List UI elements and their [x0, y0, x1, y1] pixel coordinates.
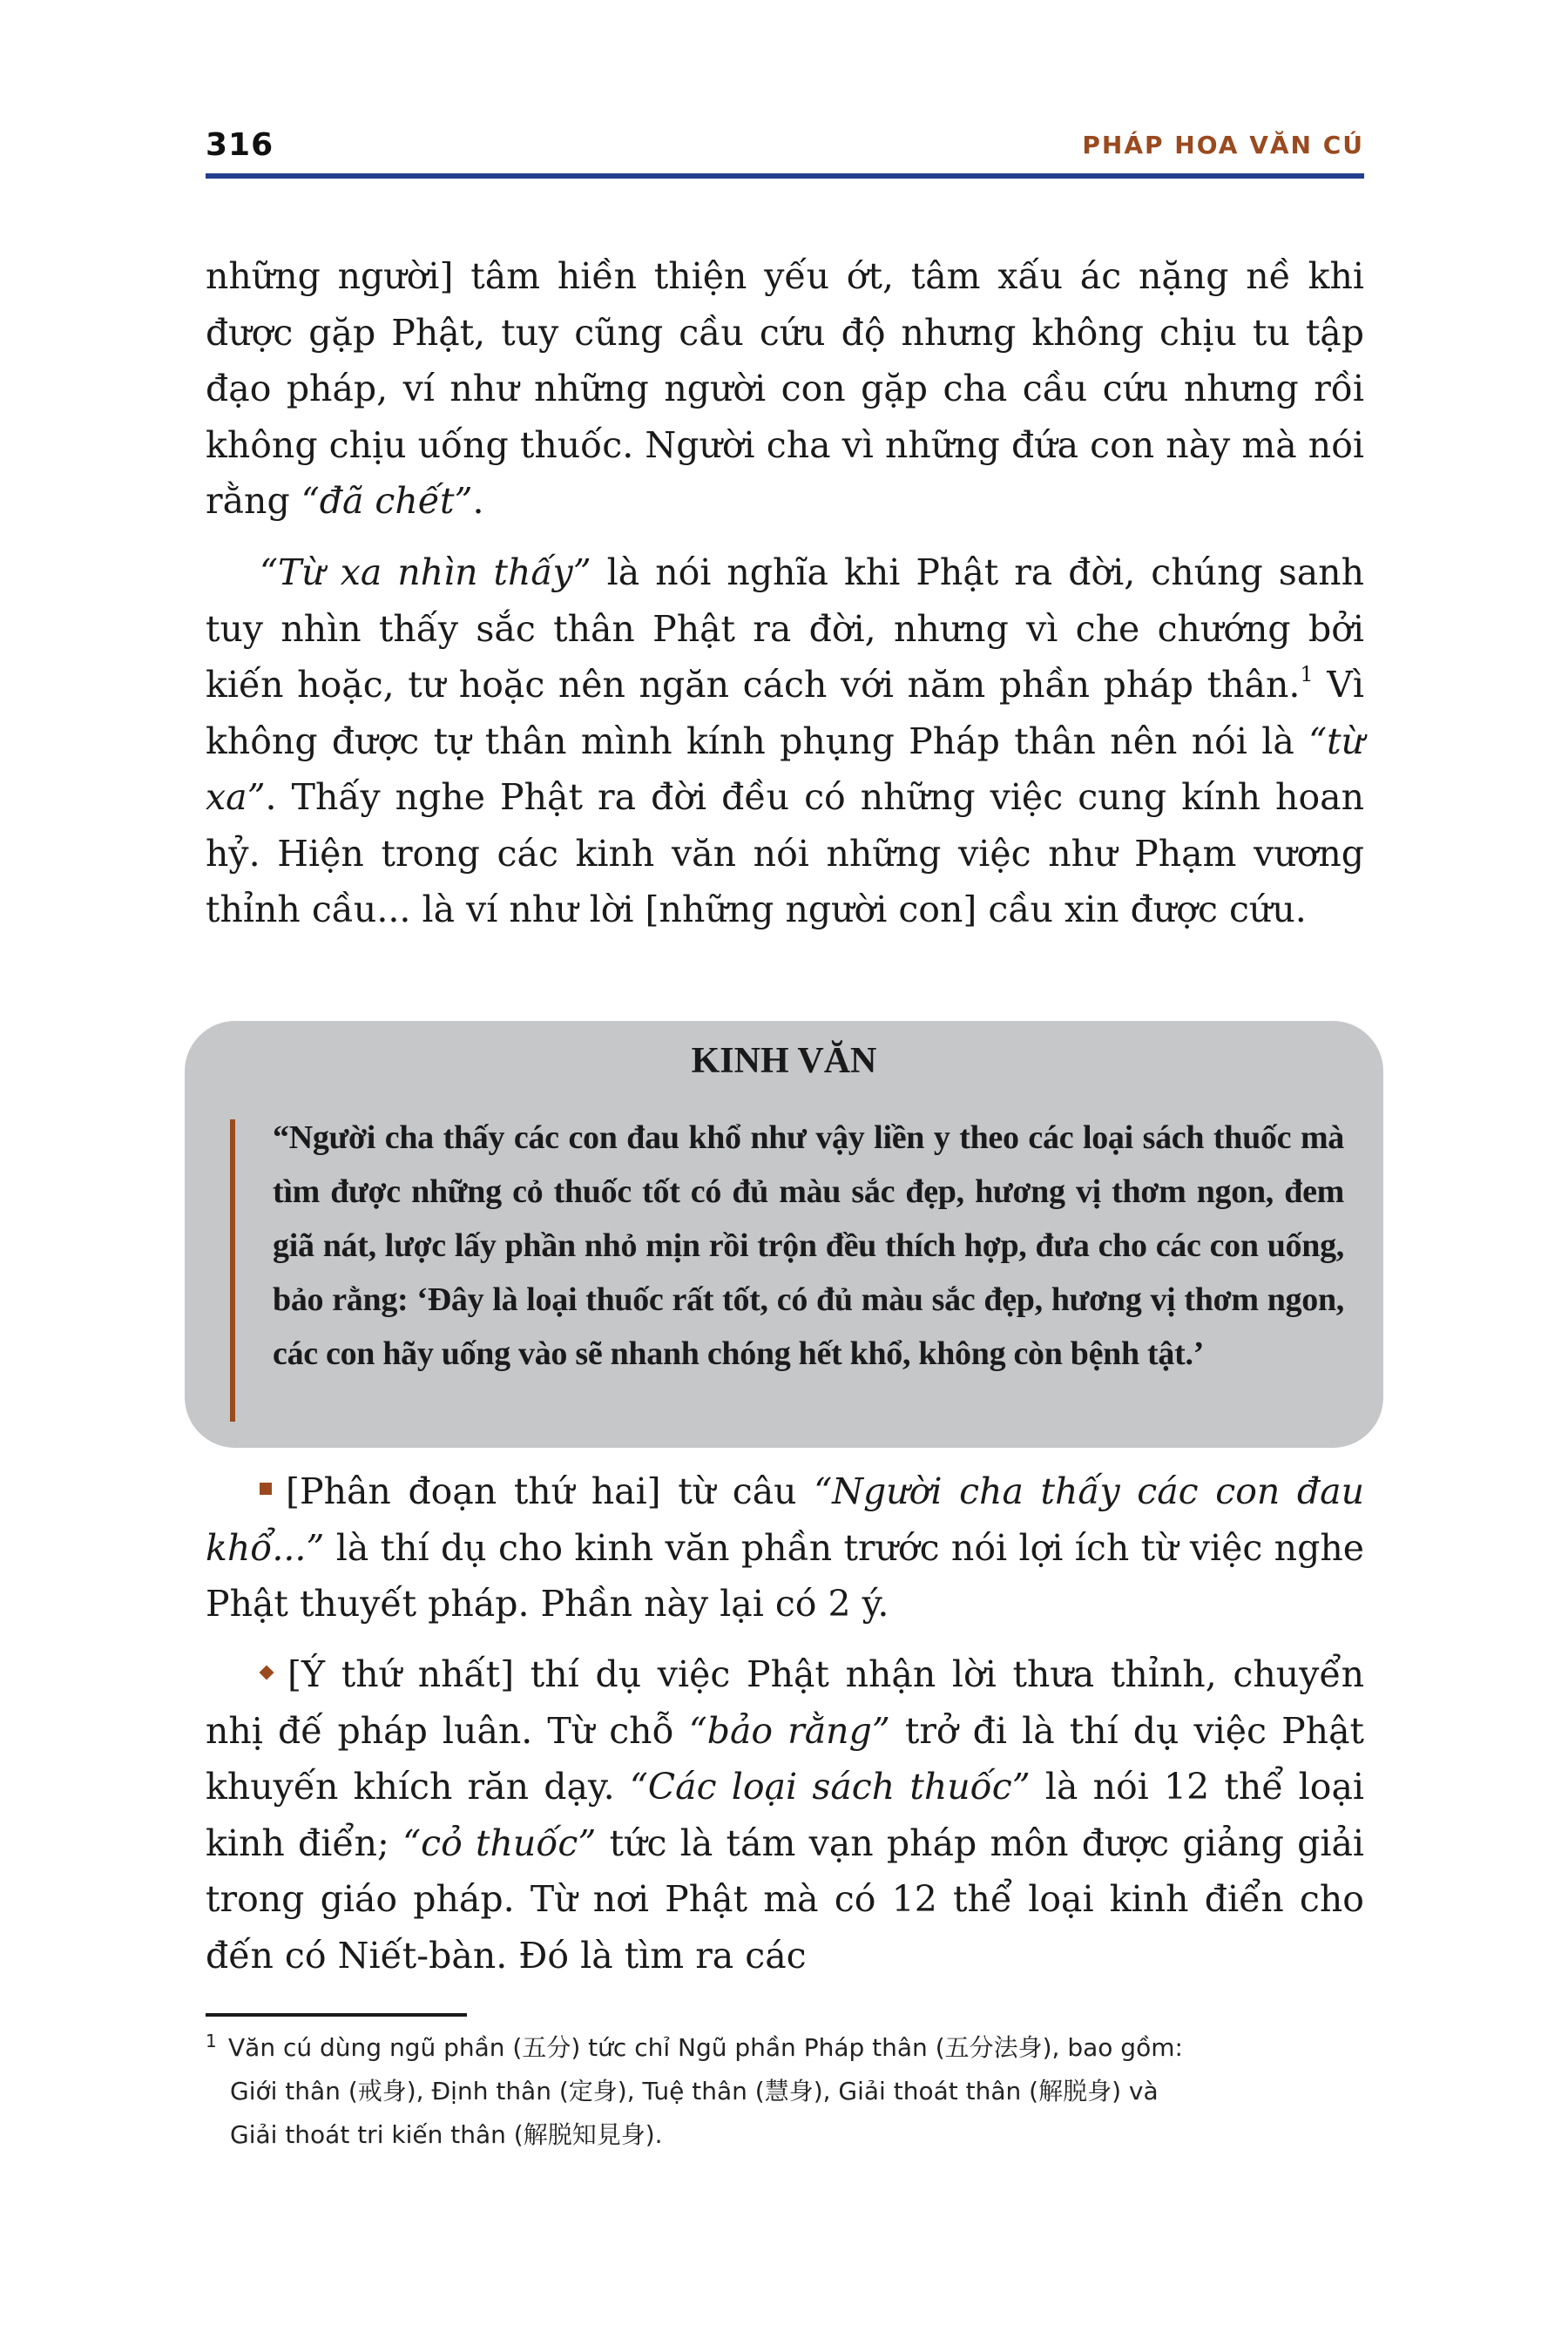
sutra-text: “Người cha thấy các con đau khổ như vậy liền y theo các loại sách thuốc mà tìm được những cỏ thuốc tốt có đủ màu sắc đẹp, hương vị thơm ngon, đem giã nát, lược lấy phần nhỏ mịn rồi trộn đều thích hợp, đưa cho các con uống, bảo rằng: ‘Đây là loại thuốc rất tốt, có đủ màu sắc đẹp, hương vị thơm ngon, các con hãy uống vào sẽ nhanh chóng hết khổ, không còn bệnh tật.’ — [273, 1119, 1344, 1372]
paragraph-text: là thí dụ cho kinh văn phần trước nói lợi ích từ việc nghe Phật thuyết pháp. Phần này lại có 2 ý. — [206, 1526, 1364, 1625]
paragraph-text: [Ý thứ nhất] thí dụ việc Phật nhận lời thưa thỉnh, chuyển nhị đế pháp luân. Từ chỗ — [206, 1653, 1364, 1752]
italic-quote: “cỏ thuốc” — [402, 1821, 597, 1864]
paragraph-2 — [206, 544, 1364, 938]
paragraph-text: . — [472, 480, 484, 522]
footnote-reference[interactable]: 1 — [1300, 662, 1314, 686]
paragraph-text: [Phân đoạn thứ hai] từ câu — [286, 1470, 814, 1512]
paragraph-4 — [206, 1646, 1364, 1984]
header-rule — [206, 173, 1364, 179]
paragraph-text: tức là tám vạn pháp môn được giảng giải trong giáo pháp. Từ nơi Phật mà có 12 thể loại kinh điển cho đến có Niết-bàn. Đó là tìm ra các — [206, 1821, 1365, 1977]
italic-quote: “Từ xa nhìn thấy” — [260, 551, 591, 593]
footnote — [206, 2026, 1364, 2157]
paragraph-text: . Thấy nghe Phật ra đời đều có những việc cung kính hoan hỷ. Hiện trong các kinh văn nói những việc như Phạm vương thỉnh cầu... là ví như lời [những người con] cầu xin được cứu. — [206, 776, 1364, 930]
italic-quote: “Người cha thấy các con đau khổ...” — [206, 1470, 1364, 1569]
italic-quote: “Các loại sách thuốc” — [629, 1766, 1031, 1808]
sutra-box — [185, 1021, 1383, 1448]
paragraph-text: trở đi là thí dụ việc Phật khuyến khích răn dạy. — [206, 1709, 1364, 1808]
sutra-title: KINH VĂN — [691, 1041, 877, 1081]
footnote-text: Văn cú dùng ngũ phần (五分) tức chỉ Ngũ phần Pháp thân (五分法身), bao gồm: — [228, 2033, 1183, 2062]
paragraph-3 — [206, 1463, 1364, 1632]
paragraph-text: là nói nghĩa khi Phật ra đời, chúng sanh tuy nhìn thấy sắc thân Phật ra đời, nhưng vì che chướng bởi kiến hoặc, tư hoặc nên ngăn cách với năm phần pháp thân. — [206, 551, 1364, 706]
book-title: PHÁP HOA VĂN CÚ — [1082, 131, 1364, 159]
paragraph-text: những người] tâm hiền thiện yếu ớt, tâm xấu ác nặng nề khi được gặp Phật, tuy cũng cầu cứu độ nhưng không chịu tu tập đạo pháp, ví như những người con gặp cha cầu cứu nhưng rồi không chịu uống thuốc. Người cha vì những đứa con này mà nói rằng — [206, 255, 1364, 522]
running-header — [206, 127, 1364, 166]
footnote-line: Giới thân (戒身), Định thân (定身), Tuệ thân (慧身), Giải thoát thân (解脱身) và — [230, 2077, 1159, 2105]
italic-quote: “đã chết” — [301, 480, 473, 522]
square-bullet-icon — [260, 1483, 272, 1495]
paragraph-text: Vì không được tự thân mình kính phụng Pháp thân nên nói là — [206, 664, 1364, 762]
paragraph-text: là nói 12 thể loại kinh điển; — [206, 1766, 1364, 1864]
sutra-accent-bar — [230, 1119, 235, 1422]
diamond-bullet-icon — [260, 1666, 274, 1680]
footnote-line: Giải thoát tri kiến thân (解脱知見身). — [230, 2120, 663, 2149]
italic-quote: “bảo rằng” — [688, 1709, 890, 1752]
italic-quote: “từ xa” — [206, 720, 1364, 818]
footnote-rule — [206, 2013, 467, 2017]
paragraph-1 — [206, 248, 1364, 530]
page-number: 316 — [206, 127, 274, 163]
footnote-line: 1 Văn cú dùng ngũ phần (五分) tức chỉ Ngũ phần Pháp thân (五分法身), bao gồm: — [206, 2031, 1183, 2062]
